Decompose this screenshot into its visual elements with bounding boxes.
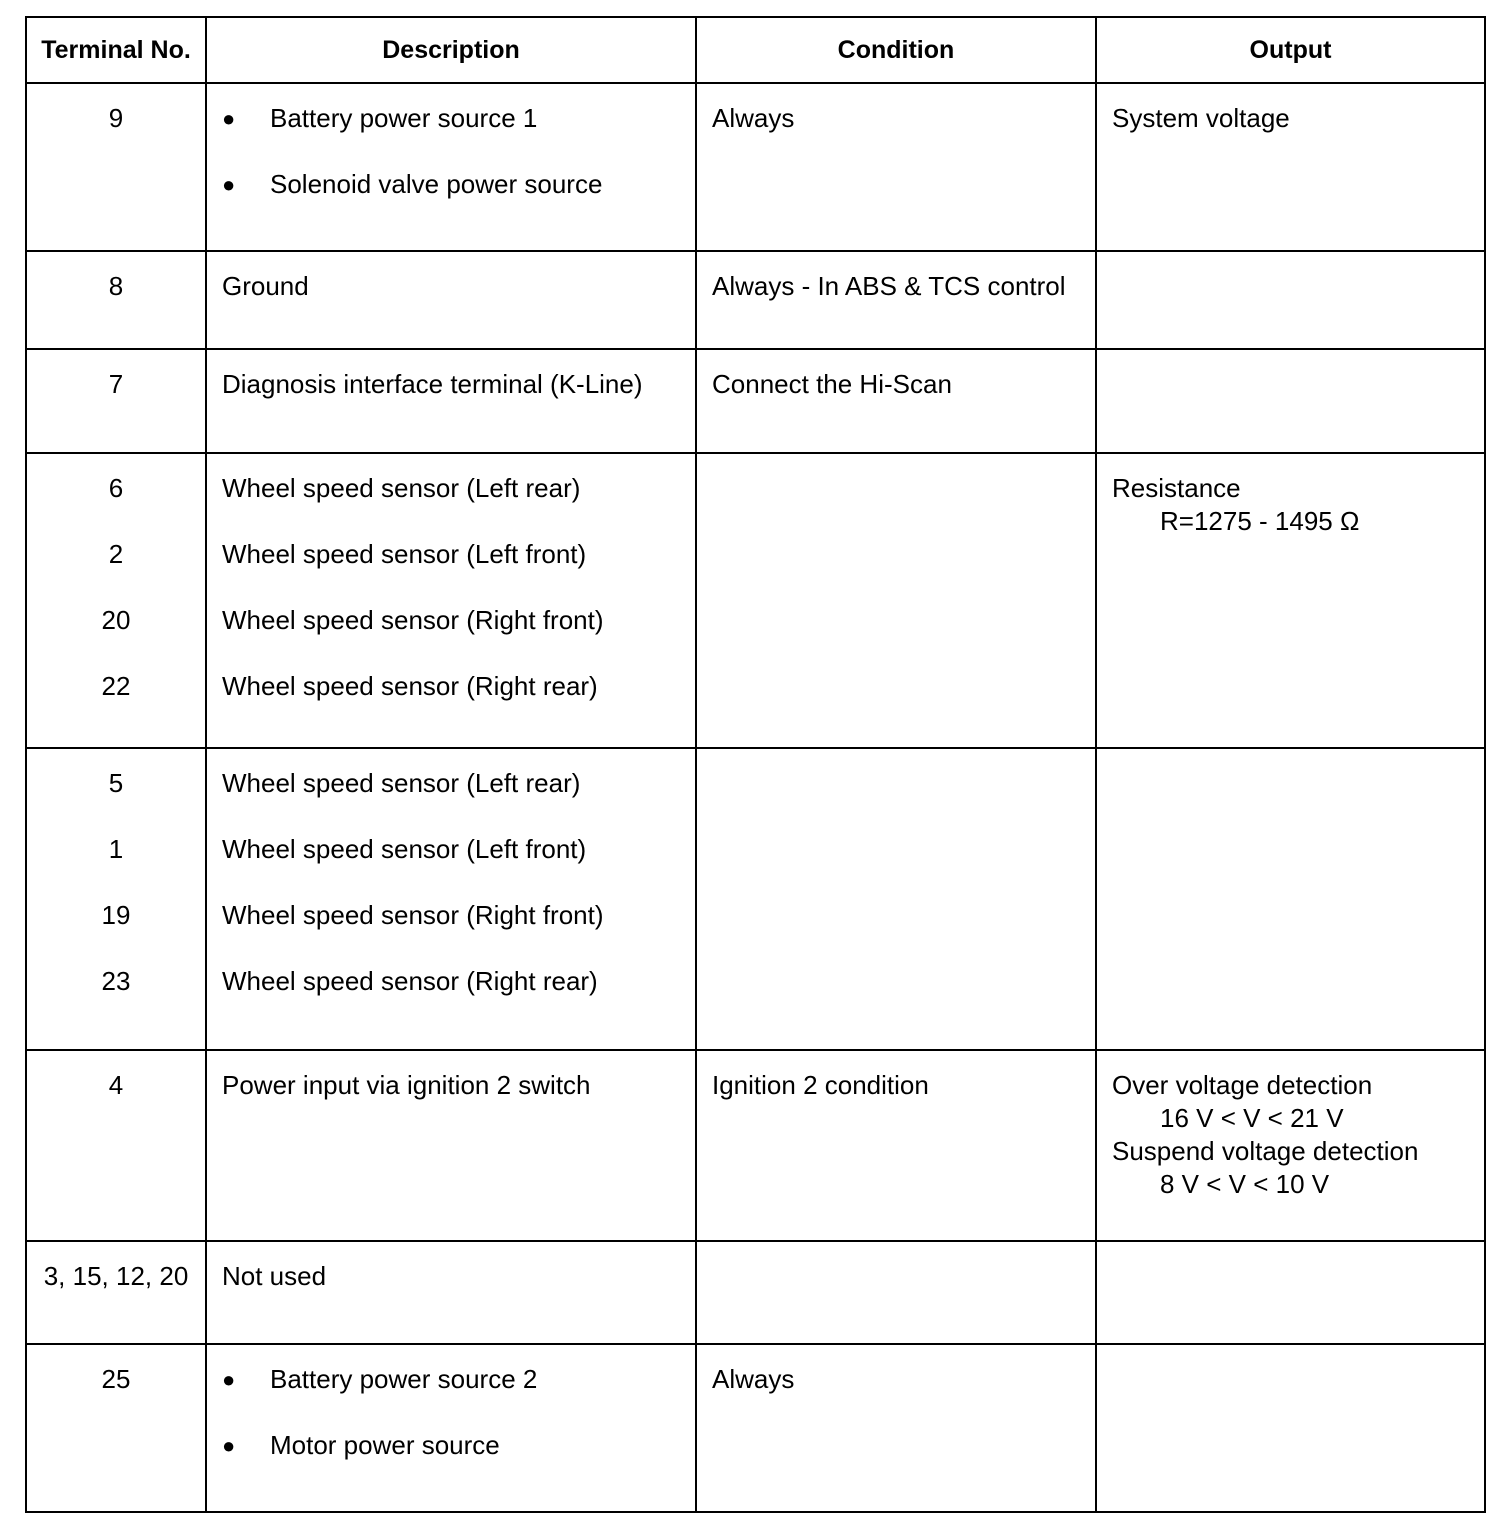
bullet-icon: ● (222, 1433, 236, 1458)
bullet-icon: ● (222, 172, 236, 197)
terminal-number: 22 (101, 671, 131, 701)
description-item (222, 102, 683, 168)
terminal-number: 5 (108, 768, 124, 798)
terminal-cell (26, 349, 206, 453)
terminal-number: 20 (101, 605, 131, 635)
terminal-number: 3, 15, 12, 20 (43, 1261, 189, 1291)
output-cell (1096, 1241, 1485, 1344)
output-text: System voltage (1112, 103, 1290, 133)
header-row (26, 17, 1485, 83)
terminal-number: 2 (108, 539, 124, 569)
terminal-cell (26, 453, 206, 748)
condition-cell: Always (696, 1344, 1096, 1512)
terminal-number: 6 (108, 473, 124, 503)
terminal-number: 9 (108, 103, 124, 133)
terminal-number: 19 (101, 900, 131, 930)
description-item (222, 1363, 683, 1429)
output-cell (1096, 748, 1485, 1050)
terminal-number: 25 (101, 1364, 131, 1394)
description-text: Battery power source 2 (270, 1364, 538, 1394)
description-text: Wheel speed sensor (Left rear) (222, 768, 581, 798)
output-cell (1096, 1344, 1485, 1512)
description-text: Wheel speed sensor (Right rear) (222, 966, 598, 996)
terminal-spec-table (25, 16, 1486, 1513)
table-row (26, 251, 1485, 349)
description-item (222, 168, 683, 201)
description-cell: Ground (206, 251, 696, 349)
description-cell (206, 83, 696, 251)
output-cell (1096, 453, 1485, 748)
header-terminal-no: Terminal No. (26, 17, 206, 83)
description-cell (206, 748, 696, 1050)
output-text: R=1275 - 1495 Ω (1160, 506, 1360, 536)
description-cell: Not used (206, 1241, 696, 1344)
terminal-cell (26, 251, 206, 349)
terminal-cell (26, 83, 206, 251)
terminal-number: 1 (108, 834, 124, 864)
table-row (26, 83, 1485, 251)
terminal-cell (26, 1050, 206, 1241)
header-output: Output (1096, 17, 1485, 83)
bullet-icon: ● (222, 106, 236, 131)
header-condition: Condition (696, 17, 1096, 83)
terminal-cell (26, 1241, 206, 1344)
terminal-cell (26, 1344, 206, 1512)
condition-cell: Always - In ABS & TCS control (696, 251, 1096, 349)
description-text: Wheel speed sensor (Right front) (222, 900, 604, 930)
description-cell: Diagnosis interface terminal (K-Line) (206, 349, 696, 453)
output-cell (1096, 83, 1485, 251)
description-text: Wheel speed sensor (Right front) (222, 605, 604, 635)
table-row (26, 748, 1485, 1050)
description-text: Battery power source 1 (270, 103, 538, 133)
table-row (26, 1050, 1485, 1241)
description-cell (206, 453, 696, 748)
terminal-number: 4 (108, 1070, 124, 1100)
table-row (26, 349, 1485, 453)
condition-cell (696, 453, 1096, 748)
condition-cell: Always (696, 83, 1096, 251)
table-row (26, 453, 1485, 748)
terminal-cell (26, 748, 206, 1050)
description-text: Wheel speed sensor (Left rear) (222, 473, 581, 503)
description-cell: Power input via ignition 2 switch (206, 1050, 696, 1241)
description-text: Wheel speed sensor (Left front) (222, 539, 587, 569)
output-text: 16 V < V < 21 V (1160, 1103, 1344, 1133)
bullet-icon: ● (222, 1367, 236, 1392)
description-text: Motor power source (270, 1430, 500, 1460)
output-text: Over voltage detection (1112, 1070, 1373, 1100)
description-cell (206, 1344, 696, 1512)
header-description: Description (206, 17, 696, 83)
output-cell (1096, 349, 1485, 453)
description-text: Wheel speed sensor (Left front) (222, 834, 587, 864)
condition-cell (696, 748, 1096, 1050)
terminal-number: 7 (108, 369, 124, 399)
condition-cell (696, 1241, 1096, 1344)
table-row (26, 1241, 1485, 1344)
table-row (26, 1344, 1485, 1512)
description-text: Wheel speed sensor (Right rear) (222, 671, 598, 701)
terminal-number: 23 (101, 966, 131, 996)
description-item (222, 1429, 683, 1462)
output-cell (1096, 1050, 1485, 1241)
condition-cell: Connect the Hi-Scan (696, 349, 1096, 453)
output-text: Resistance (1112, 473, 1241, 503)
output-cell (1096, 251, 1485, 349)
condition-cell: Ignition 2 condition (696, 1050, 1096, 1241)
terminal-number: 8 (108, 271, 124, 301)
output-text: 8 V < V < 10 V (1160, 1169, 1330, 1199)
output-text: Suspend voltage detection (1112, 1136, 1419, 1166)
description-text: Solenoid valve power source (270, 169, 603, 199)
